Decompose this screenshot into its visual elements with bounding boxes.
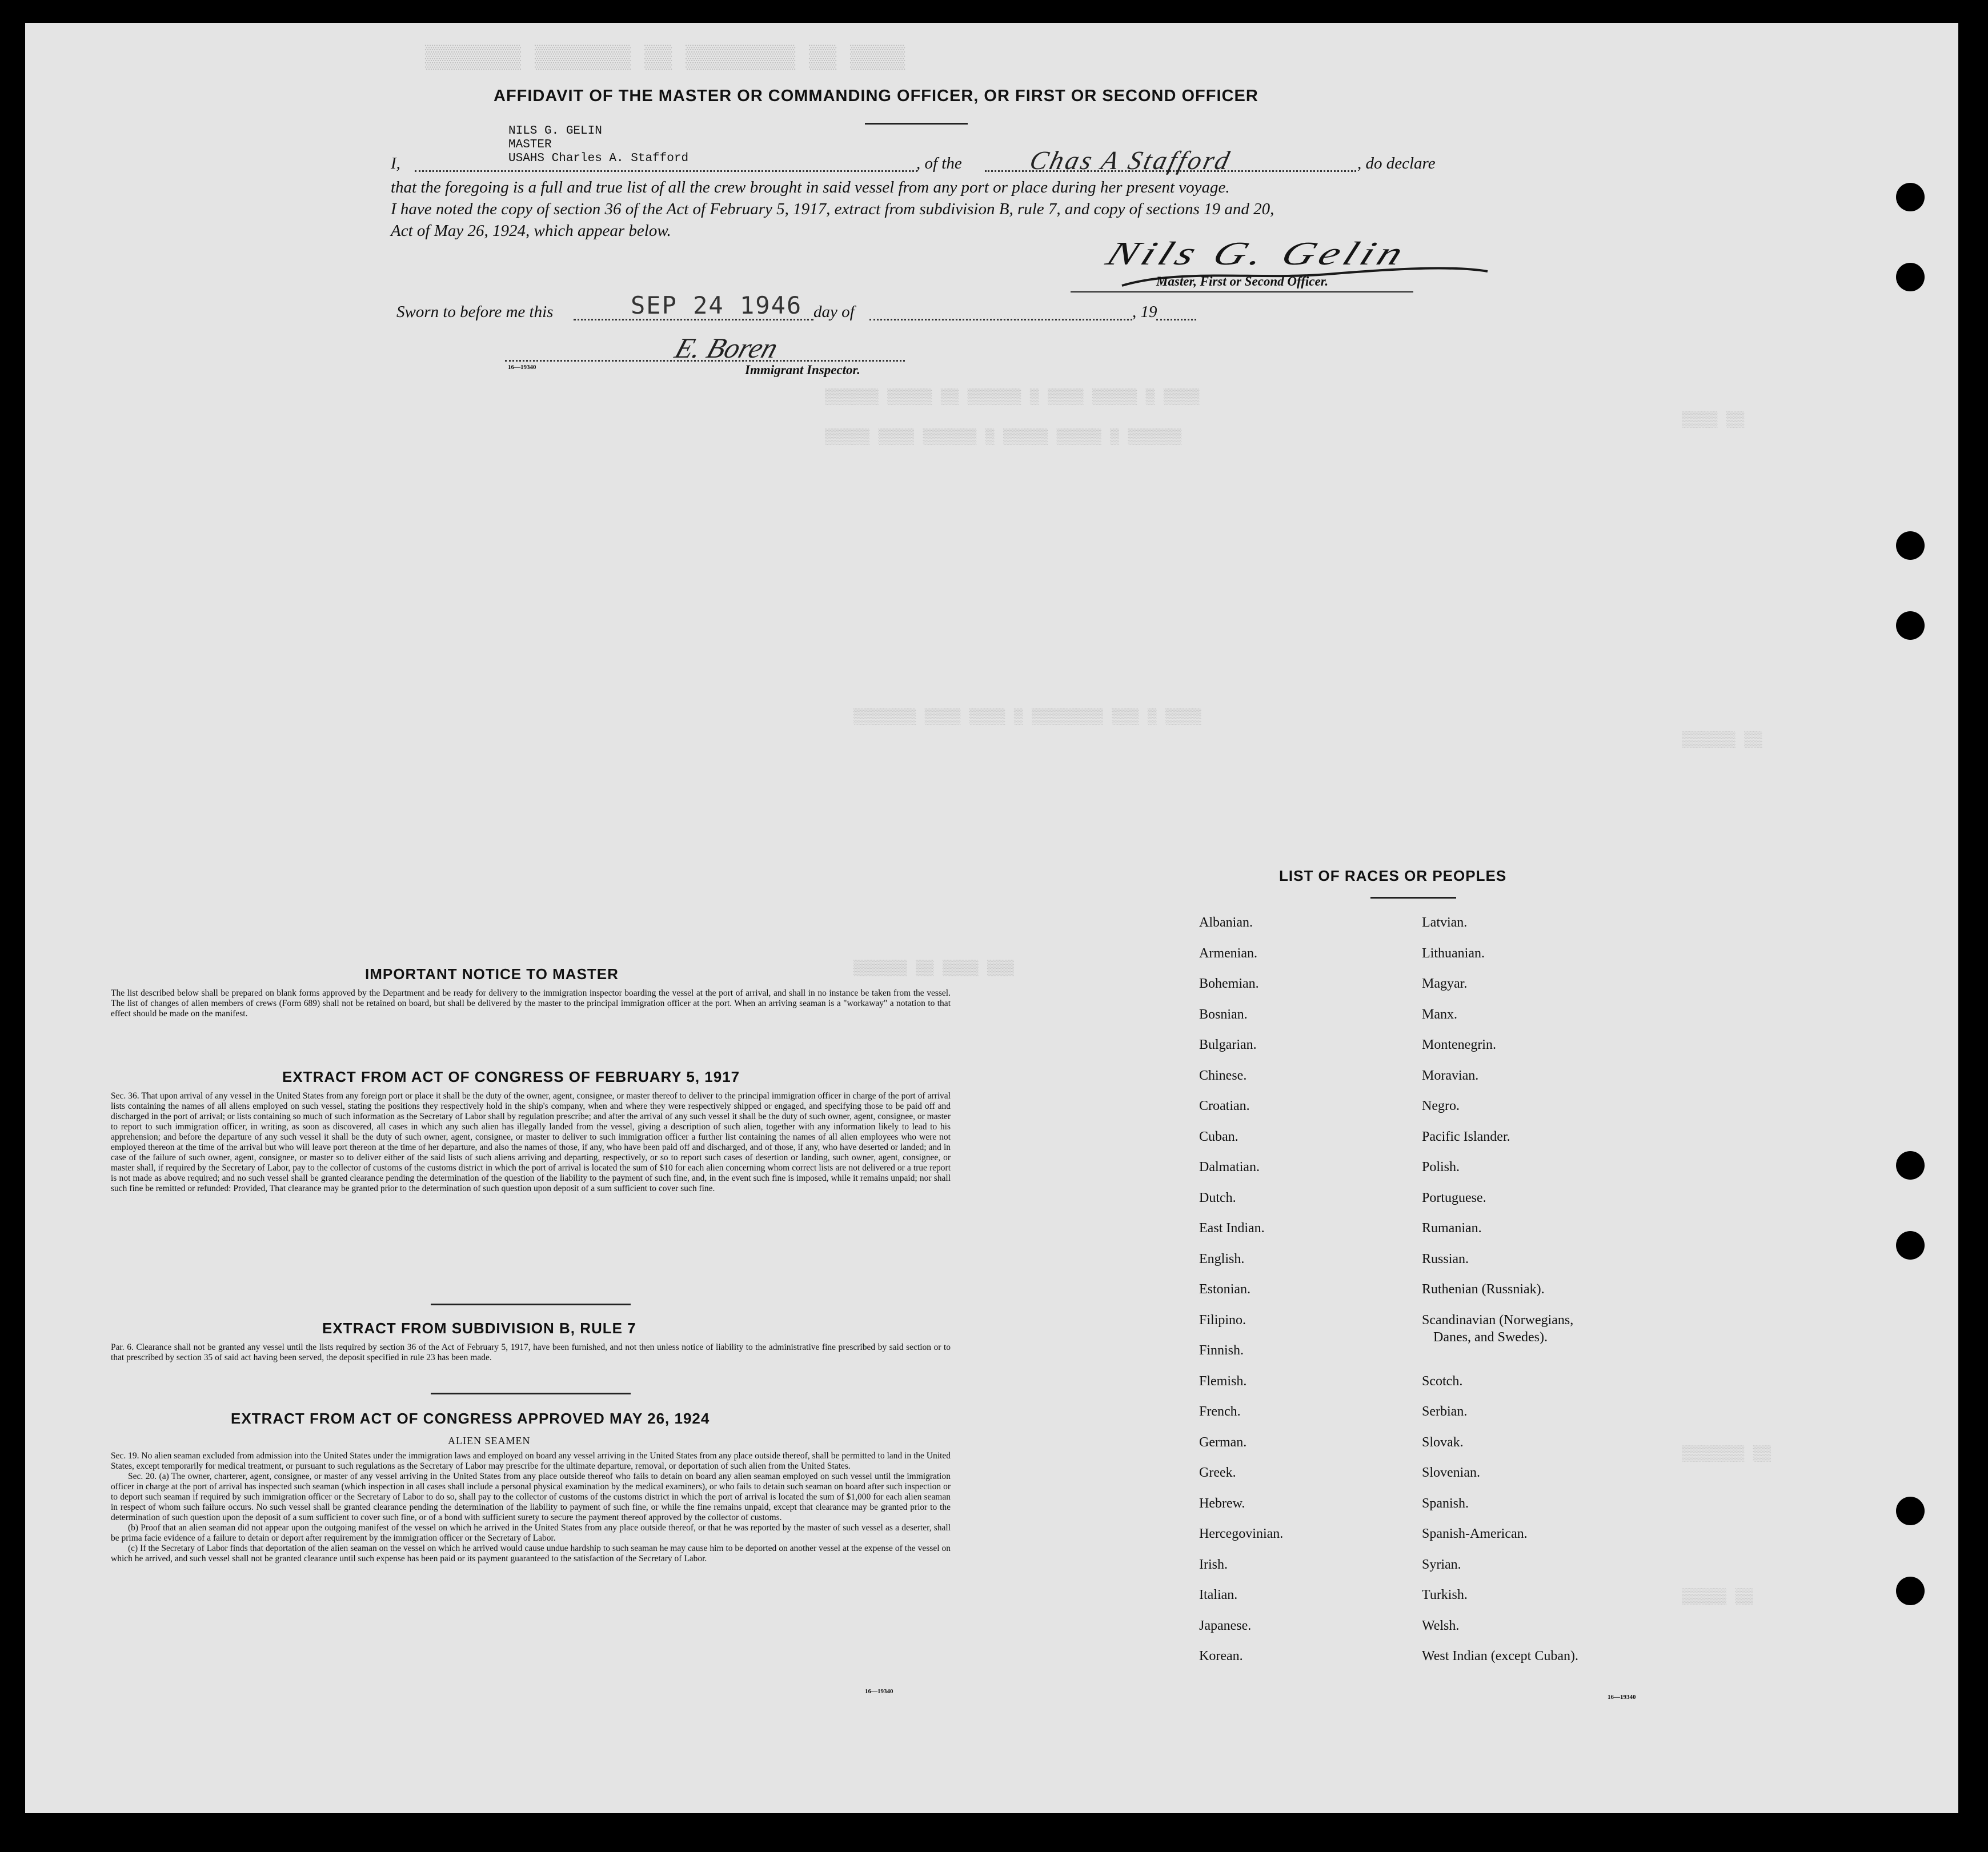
- bleed-through-text: ▒▒▒▒ ▒ ▒▒▒▒▒ ▒▒▒▒ ▒ ▒▒▒▒▒▒ ▒▒ ▒▒▒▒▒ ▒▒▒▒▒▒: [825, 388, 1200, 406]
- bleed-through-text: ▒▒▒▒ ▒▒ ▒▒▒▒▒▒▒▒ ▒▒ ▒▒▒▒▒▒▒ ▒▒▒▒▒▒▒: [425, 46, 905, 71]
- race-item: Flemish.: [1199, 1373, 1247, 1389]
- races-heading: LIST OF RACES OR PEOPLES: [1279, 867, 1507, 884]
- race-item: Pacific Islander.: [1422, 1129, 1510, 1144]
- section-rule: [431, 1393, 631, 1394]
- signature-line: [1071, 291, 1413, 292]
- year-line: [1156, 319, 1196, 320]
- race-item: Chinese.: [1199, 1068, 1247, 1083]
- race-item: Dalmatian.: [1199, 1160, 1260, 1174]
- bleed-through-text: ▒▒ ▒▒▒▒: [1682, 411, 1745, 428]
- race-item: Syrian.: [1422, 1557, 1461, 1572]
- document-page: [25, 23, 1958, 1813]
- punch-hole: [1896, 1577, 1925, 1605]
- race-item: Polish.: [1422, 1160, 1460, 1174]
- race-item: German.: [1199, 1434, 1247, 1450]
- form-code-extracts: 16—19340: [865, 1688, 893, 1695]
- month-line: [869, 319, 1132, 320]
- title-rule: [865, 123, 968, 125]
- notice-heading: IMPORTANT NOTICE TO MASTER: [365, 965, 619, 983]
- inspector-line: [505, 360, 905, 362]
- date-stamp: SEP 24 1946: [631, 291, 803, 319]
- race-item: French.: [1199, 1404, 1241, 1419]
- race-item: Slovak.: [1422, 1434, 1464, 1450]
- race-item: Welsh.: [1422, 1618, 1460, 1633]
- punch-hole: [1896, 531, 1925, 560]
- signature-flourish: [1111, 246, 1510, 297]
- race-item: Magyar.: [1422, 976, 1468, 991]
- extract-rule7-heading: EXTRACT FROM SUBDIVISION B, RULE 7: [322, 1320, 636, 1337]
- race-item: Turkish.: [1422, 1588, 1468, 1602]
- race-item: West Indian (except Cuban).: [1422, 1649, 1578, 1663]
- handwritten-vessel-name: Chas A Stafford: [1027, 146, 1235, 175]
- race-item: Bohemian.: [1199, 976, 1259, 991]
- affidavit-line-2: that the foregoing is a full and true list of all the crew brought in said vessel from any port or place during her present voyage.: [391, 178, 1230, 197]
- race-item: Irish.: [1199, 1557, 1228, 1572]
- race-item: Latvian.: [1422, 915, 1468, 930]
- race-item: Manx.: [1422, 1007, 1457, 1022]
- affidavit-do-declare: , do declare: [1357, 154, 1436, 173]
- punch-hole: [1896, 263, 1925, 291]
- bleed-through-text: ▒▒▒▒ ▒ ▒▒▒ ▒▒▒▒▒▒▒▒ ▒ ▒▒▒▒ ▒▒▒▒ ▒▒▒▒▒▒▒: [853, 708, 1201, 725]
- extract-rule7-text: Par. 6. Clearance shall not be granted any vessel until the lists required by section 36 of the Act of February 5, 1917, have been furnished, and not then unless notice of liability to the administrative fine prescribed by said section or to that prescribed by section 35 of said act having been served, the deposit specified in rule 23 has been made.: [111, 1342, 951, 1362]
- affidavit-i-label: I,: [391, 154, 400, 173]
- extract-1924-heading: EXTRACT FROM ACT OF CONGRESS APPROVED MAY 26, 1924: [231, 1410, 710, 1427]
- master-name-line: [415, 170, 917, 172]
- extract-1917-heading: EXTRACT FROM ACT OF CONGRESS OF FEBRUARY 5, 1917: [282, 1068, 740, 1085]
- bleed-through-text: ▒▒ ▒▒▒▒▒▒▒: [1682, 1445, 1771, 1462]
- race-item: East Indian.: [1199, 1221, 1265, 1236]
- affidavit-title: AFFIDAVIT OF THE MASTER OR COMMANDING OFFICER, OR FIRST OR SECOND OFFICER: [494, 87, 1258, 105]
- race-item: Greek.: [1199, 1465, 1236, 1480]
- punch-hole: [1896, 183, 1925, 211]
- affidavit-of-the-label: , of the: [916, 154, 962, 173]
- race-item: English.: [1199, 1251, 1245, 1266]
- punch-hole: [1896, 1497, 1925, 1525]
- alien-seamen-subheading: ALIEN SEAMEN: [448, 1435, 531, 1446]
- typed-vessel-name: USAHS Charles A. Stafford: [508, 152, 689, 165]
- race-item: Danes, and Swedes).: [1433, 1329, 1548, 1345]
- extract-1924-body: [111, 1451, 951, 1564]
- extract-1917-text: Sec. 36. That upon arrival of any vessel in the United States from any foreign port or place it shall be the duty of the owner, agent, consignee, or master thereof to deliver to the principal immigration officer in charge of the port of arrival lists containing the names of all aliens employed on such vessel, stating the positions they respectively hold in the ship's company, when and where they were respectively shipped or engaged, and specifying those to be paid off and discharged in the port of arrival; or lists containing so much of such information as the Secretary of Labor shall by regulation prescribe; and after the arrival of any such vessel it shall be the duty of such owner, agent, consignee, or master to report to such immigration officer, in writing, as soon as discovered, all cases in which any such alien has illegally landed from the vessel, giving a description of such alien, together with any information likely to lead to his apprehension; and before the departure of any such vessel it shall be the duty of such owner, agent, consignee, or master to deliver to such immigration officer a further list containing the names of all alien employees who were not employed thereon at the time of the arrival but who will leave port thereon at the time of her departure, and also the names of those, if any, who have been paid off and discharged, and of those, if any, who have deserted or landed; and in case of the failure of such owner, agent, consignee, or master so to deliver either of the said lists of such aliens arriving and departing, respectively, or so to report such cases of desertion or landing, such owner, agent, consignee, or master shall, if required by the Secretary of Labor, pay to the collector of customs of the customs district in which the port of arrival is located the sum of $10 for each alien concerning whom correct lists are not delivered or a true report is not made as above required; and no such vessel shall be granted clearance pending the determination of the question of the liability to the payment of such fine, and, in the event such fine is imposed, while it remains unpaid; nor shall such fine be remitted or refunded: Provided, That clearance may be granted prior to the determination of such question upon deposit of a sum sufficient to cover such fine.: [111, 1091, 951, 1193]
- affidavit-line-3: I have noted the copy of section 36 of the Act of February 5, 1917, extract from subdivision B, rule 7, and copy of sections 19 and 20,: [391, 200, 1274, 218]
- sec-20a-text: Sec. 20. (a) The owner, charterer, agent, consignee, or master of any vessel arriving in the United States from any place outside thereof who fails to detain on board any alien seaman employed on such vessel until the immigration officer in charge at the port of arrival has inspected such seaman (which inspection in all cases shall include a personal physical examination by the medical examiners), or who fails to detain such seaman on board after such inspection or to deport such seaman if required by such immigration officer or the Secretary of Labor to do so, shall pay to the collector of customs of the customs district in which the port of arrival is located the sum of $1,000 for each alien seaman in respect of whom such failure occurs. No such vessel shall be granted clearance pending the determination of the liability to payment of such fine, or while the fine remains unpaid, except that clearance may be granted prior to the determination of such question upon the deposit of a sum sufficient to cover such fine, or of a bond with sufficient surety to secure the payment thereof approved by the collector of customs.: [111, 1472, 951, 1522]
- race-item: Hebrew.: [1199, 1496, 1245, 1511]
- race-item: Lithuanian.: [1422, 945, 1485, 961]
- inspector-caption: Immigrant Inspector.: [745, 363, 860, 377]
- race-item: Spanish.: [1422, 1496, 1469, 1511]
- races-rule: [1370, 897, 1456, 899]
- form-code-races: 16—19340: [1608, 1694, 1636, 1701]
- races-left-column: [1199, 914, 1283, 1678]
- race-item: Moravian.: [1422, 1068, 1479, 1083]
- race-item: Dutch.: [1199, 1190, 1236, 1205]
- sec-20c-text: (c) If the Secretary of Labor finds that deportation of the alien seaman on the vessel on which he arrived would cause undue hardship to such seaman he may cause him to be deported on another vessel at the expense of the vessel on which he arrived, and such vessel shall not be granted clearance until such expense has been paid or its payment guaranteed to the satisfaction of the Secretary of Labor.: [111, 1544, 951, 1564]
- race-item: Albanian.: [1199, 915, 1253, 930]
- race-item: Cuban.: [1199, 1129, 1239, 1144]
- race-item: Portuguese.: [1422, 1190, 1486, 1205]
- notice-text: The list described below shall be prepared on blank forms approved by the Department and be ready for delivery to the immigration inspector boarding the vessel at the port of arrival, and shall in no instance be taken from the vessel. The list of changes of alien members of crews (Form 689) shall not be retained on board, but shall be delivered by the master to the principal immigration officer at the port. When an arriving seaman is a "workaway" a notation to that effect should be made on the manifest.: [111, 988, 951, 1019]
- race-item: Scotch.: [1422, 1373, 1463, 1389]
- race-item: Bosnian.: [1199, 1007, 1248, 1022]
- punch-hole: [1896, 611, 1925, 640]
- year-prefix: , 19: [1132, 303, 1157, 321]
- inspector-signature: E. Boren: [671, 332, 782, 364]
- race-item: Serbian.: [1422, 1404, 1468, 1419]
- bleed-through-text: ▒▒▒▒▒▒ ▒ ▒▒▒▒▒ ▒▒▒▒▒ ▒ ▒▒▒▒▒▒ ▒▒▒▒ ▒▒▒▒▒: [825, 428, 1182, 446]
- race-item: Rumanian.: [1422, 1221, 1482, 1236]
- race-item: Russian.: [1422, 1251, 1469, 1266]
- section-rule: [431, 1304, 631, 1305]
- race-item: Korean.: [1199, 1649, 1243, 1663]
- signature-caption: Master, First or Second Officer.: [1156, 274, 1329, 288]
- race-item: Scandinavian (Norwegians,: [1422, 1312, 1574, 1328]
- race-item: Finnish.: [1199, 1343, 1244, 1358]
- bleed-through-text: ▒▒▒ ▒▒▒▒ ▒▒ ▒▒▒▒▒▒: [853, 960, 1014, 977]
- affidavit-line-4: Act of May 26, 1924, which appear below.: [391, 222, 671, 240]
- sworn-label: Sworn to before me this: [396, 303, 554, 321]
- race-item: Armenian.: [1199, 945, 1257, 961]
- race-item: Spanish-American.: [1422, 1526, 1528, 1541]
- punch-hole: [1896, 1231, 1925, 1260]
- typed-master-rank: MASTER: [508, 138, 552, 151]
- race-item: Croatian.: [1199, 1099, 1250, 1113]
- master-signature: Nils G. Gelin: [1101, 235, 1414, 272]
- day-of-label: day of: [813, 303, 855, 321]
- race-item: Montenegrin.: [1422, 1037, 1496, 1052]
- race-item: Slovenian.: [1422, 1465, 1480, 1480]
- race-item: Hercegovinian.: [1199, 1526, 1284, 1541]
- race-item: Bulgarian.: [1199, 1037, 1257, 1052]
- race-item: Italian.: [1199, 1588, 1238, 1602]
- bleed-through-text: ▒▒ ▒▒▒▒▒▒: [1682, 731, 1762, 748]
- race-item: Ruthenian (Russniak).: [1422, 1282, 1545, 1297]
- sec-19-text: Sec. 19. No alien seaman excluded from admission into the United States under the immigration laws and employed on board any vessel arriving in the United States from any place outside thereof, shall be permitted to land in the United States, except temporarily for medical treatment, or pursuant to such regulations as the Secretary of Labor may prescribe for the ultimate departure, removal, or deportation of such alien from the United States.: [111, 1451, 951, 1471]
- typed-master-name: NILS G. GELIN: [508, 125, 602, 138]
- race-item: Filipino.: [1199, 1312, 1246, 1328]
- race-item: Japanese.: [1199, 1618, 1252, 1633]
- races-right-column: [1422, 914, 1578, 1678]
- sec-20b-text: (b) Proof that an alien seaman did not appear upon the outgoing manifest of the vessel on which he arrived in the United States from any place outside thereof, or that he was reported by the master of such vessel as a deserter, shall be prima facie evidence of a failure to detain or deport after requirement by the immigration officer or the Secretary of Labor.: [111, 1523, 951, 1543]
- race-item: Estonian.: [1199, 1282, 1250, 1297]
- form-code-affidavit: 16—19340: [508, 364, 536, 371]
- bleed-through-text: ▒▒ ▒▒▒▒▒: [1682, 1588, 1753, 1605]
- race-item: Negro.: [1422, 1099, 1460, 1113]
- punch-hole: [1896, 1151, 1925, 1180]
